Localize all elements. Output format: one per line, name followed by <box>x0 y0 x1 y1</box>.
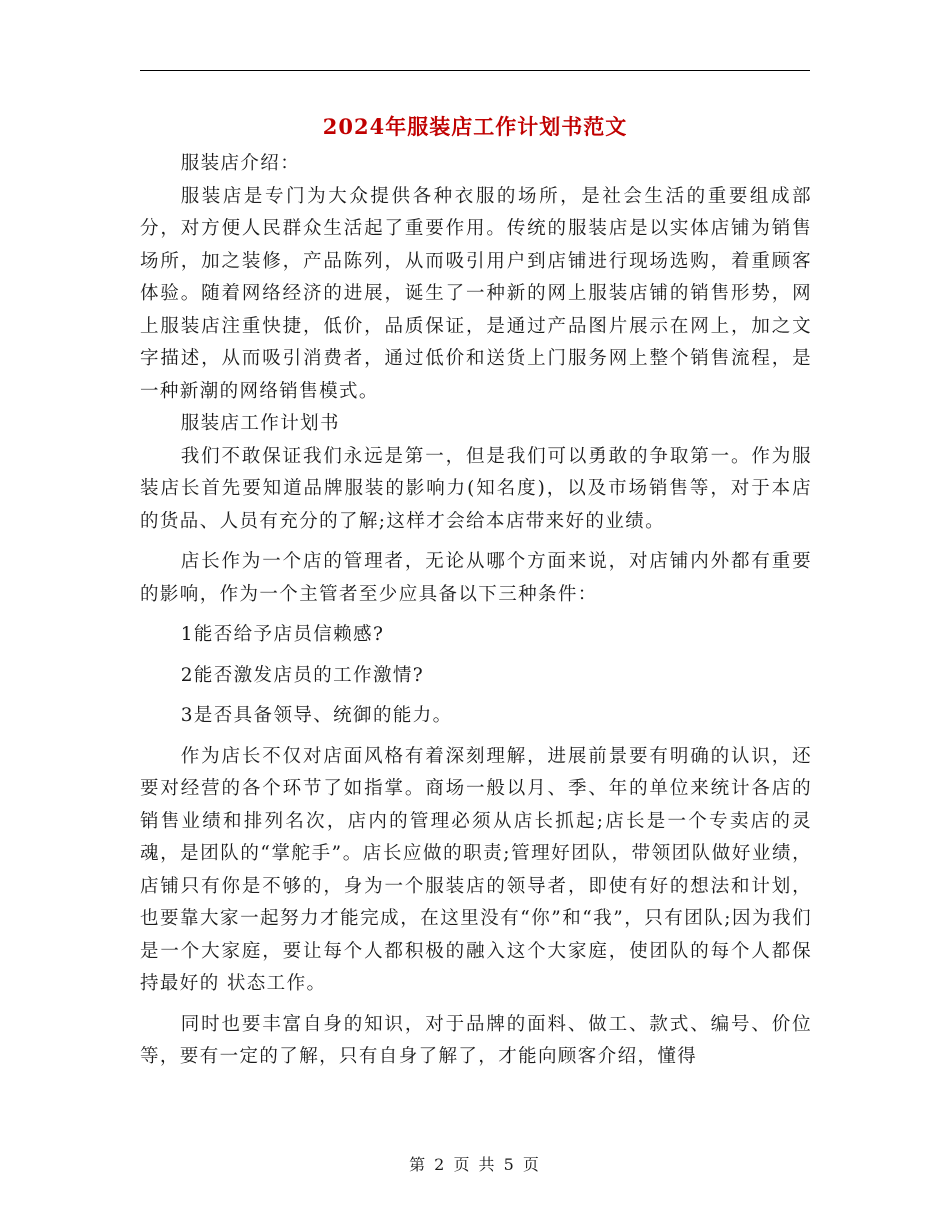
paragraph-manager-duties: 作为店长不仅对店面风格有着深刻理解，进展前景要有明确的认识，还要对经营的各个环节了如指掌。商场一般以月、季、年的单位来统计各店的销售业绩和排列名次，店内的管理必须从店长抓起;店长是一个专卖店的灵魂，是团队的“掌舵手”。店长应做的职责;管理好团队，带领团队做好业绩，店铺只有你是不够的，身为一个服装店的领导者，即使有好的想法和计划，也要靠大家一起努力才能完成，在这里没有“你”和“我”，只有团队;因为我们是一个大家庭，要让每个人都积极的融入这个大家庭，使团队的每个人都保持最好的 状态工作。 <box>140 745 812 994</box>
paragraph-manager-conditions: 店长作为一个店的管理者，无论从哪个方面来说，对店铺内外都有重要的影响，作为一个主管者至少应具备以下三种条件： <box>140 551 812 605</box>
paragraph-first-place: 我们不敢保证我们永远是第一，但是我们可以勇敢的争取第一。作为服装店长首先要知道品牌服装的影响力(知名度)，以及市场销售等，对于本店的货品、人员有充分的了解;这样才会给本店带来好的业绩。 <box>140 445 812 532</box>
list-item-motivation: 2能否激发店员的工作激情? <box>180 664 425 686</box>
paragraph-store-intro-heading: 服装店介绍： <box>180 153 301 174</box>
paragraph-product-knowledge: 同时也要丰富自身的知识，对于品牌的面料、做工、款式、编号、价位等，要有一定的了解，只有自身了解了，才能向顾客介绍，懂得 <box>140 1013 812 1067</box>
page-number: 第 2 页 共 5 页 <box>409 1155 541 1174</box>
document-body <box>140 148 812 1074</box>
document-title: 2024年服装店工作计划书范文 <box>322 114 628 139</box>
list-item-trust: 1能否给予店员信赖感? <box>180 624 385 645</box>
header-rule <box>140 70 810 71</box>
paragraph-plan-heading: 服装店工作计划书 <box>180 413 340 434</box>
paragraph-store-intro: 服装店是专门为大众提供各种衣服的场所，是社会生活的重要组成部分，对方便人民群众生活起了重要作用。传统的服装店是以实体店铺为销售场所，加之装修，产品陈列，从而吸引用户到店铺进行现场选购，着重顾客体验。随着网络经济的进展，诞生了一种新的网上服装店铺的销售形势，网上服装店注重快捷，低价，品质保证，是通过产品图片展示在网上，加之文字描述，从而吸引消费者，通过低价和送货上门服务网上整个销售流程，是一种新潮的网络销售模式。 <box>140 185 812 402</box>
list-item-leadership: 3是否具备领导、统御的能力。 <box>180 705 453 726</box>
